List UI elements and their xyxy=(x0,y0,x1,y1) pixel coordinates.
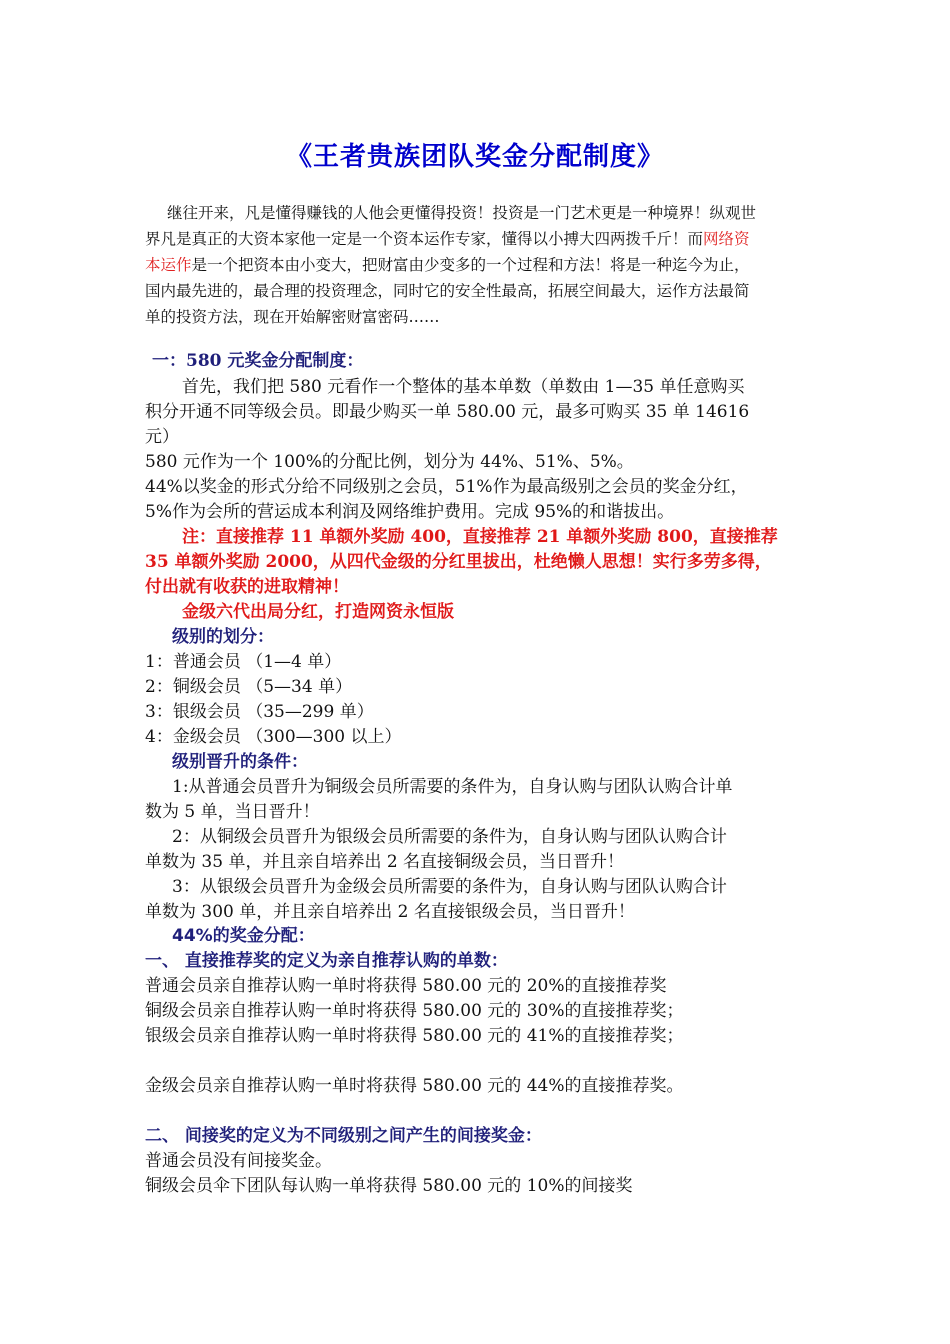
level-item: 4：金级会员 （300—300 以上） xyxy=(145,727,402,747)
section-1-text: 首先，我们把 580 元看作一个整体的基本单数（单数由 1—35 单任意购买 xyxy=(182,377,745,397)
promotion-condition: 单数为 35 单，并且亲自培养出 2 名直接铜级会员，当日晋升！ xyxy=(145,852,625,872)
intro-line-5: 单的投资方法，现在开始解密财富密码…… xyxy=(145,308,440,326)
indirect-bonus-heading: 二、 间接奖的定义为不同级别之间产生的间接奖金： xyxy=(145,1126,542,1146)
level-item: 1：普通会员 （1—4 单） xyxy=(145,652,342,672)
section-1-text: 元） xyxy=(145,427,179,447)
section-1-text: 积分开通不同等级会员。即最少购买一单 580.00 元，最多可购买 35 单 14616 xyxy=(145,402,750,422)
section-1-heading: 一：580 元奖金分配制度： xyxy=(152,351,364,371)
levels-heading: 级别的划分： xyxy=(172,627,274,647)
intro-highlight: 本运作 xyxy=(145,256,192,274)
intro-line-3 xyxy=(145,252,750,278)
level-item: 2：铜级会员 （5—34 单） xyxy=(145,677,353,697)
section-1-text: 5%作为会所的营运成本利润及网络维护费用。完成 95%的和谐拔出。 xyxy=(145,502,675,522)
promotion-heading: 级别晋升的条件： xyxy=(172,752,308,772)
intro-highlight: 网络资 xyxy=(703,230,750,248)
gold-dividend-note: 金级六代出局分红，打造网资永恒版 xyxy=(182,602,454,622)
section-1-text: 44%以奖金的形式分给不同级别之会员，51%作为最高级别之会员的奖金分红， xyxy=(145,477,748,497)
promotion-condition: 数为 5 单，当日晋升！ xyxy=(145,802,320,822)
intro-text: 是一个把资本由小变大，把财富由少变多的一个过程和方法！将是一种迄今为止， xyxy=(191,256,750,274)
promotion-condition: 2：从铜级会员晋升为银级会员所需要的条件为，自身认购与团队认购合计 xyxy=(172,827,727,847)
bonus-note: 付出就有收获的进取精神！ xyxy=(145,577,349,597)
intro-line-2 xyxy=(145,226,750,252)
indirect-bonus-item: 铜级会员伞下团队每认购一单将获得 580.00 元的 10%的间接奖 xyxy=(145,1176,633,1196)
level-item: 3：银级会员 （35—299 单） xyxy=(145,702,374,722)
intro-line-1: 继往开来，凡是懂得赚钱的人他会更懂得投资！投资是一门艺术更是一种境界！纵观世 xyxy=(167,204,757,222)
page-title: 《王者贵族团队奖金分配制度》 xyxy=(285,142,664,172)
intro-line-4: 国内最先进的，最合理的投资理念，同时它的安全性最高，拓展空间最大，运作方法最简 xyxy=(145,282,750,300)
promotion-condition: 单数为 300 单，并且亲自培养出 2 名直接银级会员，当日晋升！ xyxy=(145,902,635,922)
direct-bonus-heading: 一、 直接推荐奖的定义为亲自推荐认购的单数： xyxy=(145,951,508,971)
section-1-text: 580 元作为一个 100%的分配比例，划分为 44%、51%、5%。 xyxy=(145,452,634,472)
direct-bonus-item: 铜级会员亲自推荐认购一单时将获得 580.00 元的 30%的直接推荐奖； xyxy=(145,1001,684,1021)
bonus-note: 注：直接推荐 11 单额外奖励 400，直接推荐 21 单额外奖励 800，直接推荐 xyxy=(182,527,778,547)
direct-bonus-item: 金级会员亲自推荐认购一单时将获得 580.00 元的 44%的直接推荐奖。 xyxy=(145,1076,684,1096)
bonus-44-heading: 44%的奖金分配： xyxy=(172,926,315,946)
indirect-bonus-item: 普通会员没有间接奖金。 xyxy=(145,1151,332,1171)
promotion-condition: 1:从普通会员晋升为铜级会员所需要的条件为，自身认购与团队认购合计单 xyxy=(172,777,733,797)
bonus-note: 35 单额外奖励 2000，从四代金级的分红里拔出，杜绝懒人思想！实行多劳多得， xyxy=(145,552,772,572)
promotion-condition: 3：从银级会员晋升为金级会员所需要的条件为，自身认购与团队认购合计 xyxy=(172,877,727,897)
intro-text: 界凡是真正的大资本家他一定是一个资本运作专家，懂得以小搏大四两拨千斤！而 xyxy=(145,230,704,248)
direct-bonus-item: 普通会员亲自推荐认购一单时将获得 580.00 元的 20%的直接推荐奖 xyxy=(145,976,667,996)
direct-bonus-item: 银级会员亲自推荐认购一单时将获得 580.00 元的 41%的直接推荐奖； xyxy=(145,1026,684,1046)
